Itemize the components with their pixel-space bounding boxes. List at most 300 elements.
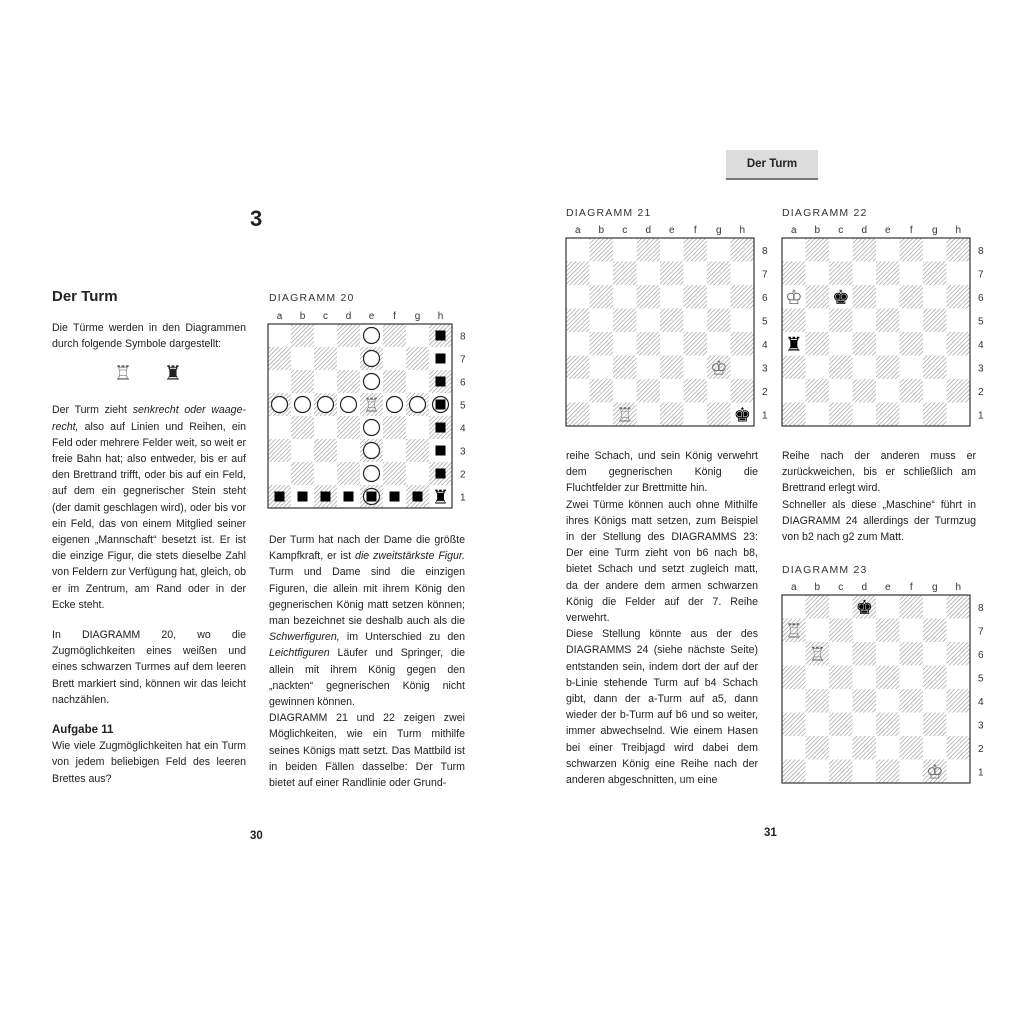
board-square [314, 347, 337, 370]
exercise-text: Wie viele Zugmöglichkeiten hat ein Turm von jedem beliebigen Feld des leeren Brettes aus? [52, 740, 246, 785]
board-square [383, 324, 406, 347]
board-square [337, 462, 360, 485]
emphasis: die zweitstärkste Figur. [355, 550, 465, 563]
left-second-column [269, 532, 465, 791]
chapter-number: 3 [250, 206, 263, 231]
board-square [590, 262, 614, 286]
board-square [731, 332, 755, 356]
board-square [829, 713, 853, 737]
file-label: e [884, 225, 891, 236]
board-square [900, 356, 924, 380]
board-square [876, 595, 900, 619]
file-label: f [909, 582, 913, 593]
chessboard-diagram-21 [560, 222, 772, 434]
board-square [947, 309, 971, 333]
board-square [806, 262, 830, 286]
rank-label: 3 [762, 363, 768, 375]
board-square [731, 356, 755, 380]
board-square [731, 238, 755, 262]
file-label: c [323, 311, 328, 322]
board-square [383, 439, 406, 462]
diagram-22-label: DIAGRAMM 22 [782, 207, 868, 219]
board-square [923, 642, 947, 666]
board-square [782, 713, 806, 737]
board-square [876, 642, 900, 666]
board-square [829, 403, 853, 427]
board-square [900, 309, 924, 333]
board-square [853, 238, 877, 262]
board-square [806, 666, 830, 690]
white-move-marker [364, 374, 380, 390]
board-square [900, 262, 924, 286]
board-square [291, 324, 314, 347]
black-king-icon: ♚ [855, 597, 873, 619]
rook-movement-paragraph [52, 402, 246, 613]
board-square [900, 689, 924, 713]
board-square [947, 595, 971, 619]
white-move-marker [387, 397, 403, 413]
board-square [829, 238, 853, 262]
board-square [829, 356, 853, 380]
board-square [613, 379, 637, 403]
black-move-marker [321, 492, 331, 502]
white-king-icon: ♔ [710, 358, 728, 380]
file-label: c [838, 225, 844, 236]
rank-label: 8 [978, 602, 984, 614]
file-label: d [861, 225, 868, 236]
right-first-column [566, 448, 758, 788]
board-square [923, 666, 947, 690]
board-square [406, 347, 429, 370]
black-rook-icon: ♜ [432, 486, 449, 508]
board-square [406, 439, 429, 462]
black-move-marker [344, 492, 354, 502]
board-square [900, 332, 924, 356]
board-square [853, 760, 877, 784]
board-square [637, 309, 661, 333]
board-square [707, 262, 731, 286]
rank-label: 7 [978, 626, 984, 638]
rank-label: 1 [762, 410, 768, 422]
board-square [314, 370, 337, 393]
board-square [947, 332, 971, 356]
board-square [923, 736, 947, 760]
board-square [923, 689, 947, 713]
board-square [566, 309, 590, 333]
file-label: e [884, 582, 891, 593]
rank-label: 7 [460, 354, 466, 366]
board-square [923, 332, 947, 356]
board-square [900, 595, 924, 619]
black-move-marker [436, 400, 446, 410]
board-square [900, 238, 924, 262]
board-square [806, 403, 830, 427]
file-label: b [598, 225, 605, 236]
file-label: d [645, 225, 652, 236]
board-square [947, 642, 971, 666]
board-square [923, 379, 947, 403]
running-header: Der Turm [726, 150, 818, 180]
chessboard-diagram-23 [776, 579, 988, 791]
machine-paragraph: Schneller als diese „Maschine“ führt in DIAGRAMM 24 allerdings der Turmzug von b2 nach g2 zum Matt. [782, 498, 976, 544]
black-king-icon: ♚ [733, 405, 751, 427]
board-square [314, 416, 337, 439]
board-square [337, 416, 360, 439]
rook-symbols [52, 363, 246, 402]
rank-label: 4 [978, 696, 984, 708]
left-text-column [52, 320, 246, 787]
board-square [947, 356, 971, 380]
board-square [876, 262, 900, 286]
board-square [566, 238, 590, 262]
board-square [900, 285, 924, 309]
board-square [829, 595, 853, 619]
text-span: im Unterschied zu den [339, 631, 465, 644]
board-square [268, 370, 291, 393]
rank-label: 3 [978, 720, 984, 732]
two-rooks-paragraph: Zwei Türme können auch ohne Mithilfe ihres Königs matt setzen, zum Beispiel in der Stellung des DIAGRAMMS 23: Der eine Turm zieht von b6 nach b8, bietet Schach und setzt zugleich matt, da der andere dem armen schwarzen König die Felder auf der 7. Reihe verwehrt. [566, 498, 758, 625]
black-move-marker [298, 492, 308, 502]
board-square [590, 309, 614, 333]
board-square [637, 262, 661, 286]
board-square [566, 403, 590, 427]
white-move-marker [272, 397, 288, 413]
exercise-title: Aufgabe 11 [52, 724, 114, 737]
board-square [876, 285, 900, 309]
board-square [782, 262, 806, 286]
board-square [590, 403, 614, 427]
board-square [590, 356, 614, 380]
board-square [782, 736, 806, 760]
black-move-marker [275, 492, 285, 502]
board-square [660, 332, 684, 356]
board-square [900, 379, 924, 403]
board-square [947, 379, 971, 403]
board-square [660, 262, 684, 286]
board-square [853, 713, 877, 737]
board-square [383, 416, 406, 439]
retreat-paragraph: Reihe nach der anderen muss er zurückweichen, bis er schließlich am Brettrand erlegt wird. [782, 450, 976, 495]
board-square [613, 356, 637, 380]
rank-label: 3 [460, 446, 466, 458]
board-square [876, 666, 900, 690]
board-square [806, 595, 830, 619]
board-square [876, 309, 900, 333]
board-square [566, 379, 590, 403]
board-square [684, 238, 708, 262]
board-square [947, 689, 971, 713]
board-square [590, 238, 614, 262]
rank-label: 4 [978, 339, 984, 351]
board-square [314, 462, 337, 485]
board-square [829, 736, 853, 760]
board-square [731, 309, 755, 333]
board-square [900, 713, 924, 737]
board-square [829, 309, 853, 333]
rank-label: 7 [762, 269, 768, 281]
black-move-marker [436, 354, 446, 364]
board-square [853, 379, 877, 403]
board-square [876, 713, 900, 737]
file-label: f [393, 311, 396, 322]
board-square [684, 309, 708, 333]
board-square [947, 736, 971, 760]
diagram-20-label: DIAGRAMM 20 [269, 292, 355, 304]
text-span: Läufer und Springer, die allein mit ihrem König gegen den „nackten“ gegnerischen König nicht gewinnen können. [269, 647, 465, 709]
black-move-marker [436, 469, 446, 479]
board-square [900, 736, 924, 760]
board-square [731, 379, 755, 403]
board-square [876, 356, 900, 380]
board-square [268, 416, 291, 439]
text-span: Der Turm hat nach der Dame die größte Kampfkraft, er ist [269, 534, 465, 563]
board-square [853, 403, 877, 427]
board-square [806, 736, 830, 760]
rank-label: 6 [978, 649, 984, 661]
white-rook-icon: ♖ [616, 405, 634, 427]
rank-label: 2 [978, 743, 984, 755]
board-square [876, 689, 900, 713]
board-square [829, 332, 853, 356]
board-square [637, 238, 661, 262]
board-square [637, 403, 661, 427]
white-move-marker [364, 466, 380, 482]
board-square [900, 619, 924, 643]
board-square [782, 403, 806, 427]
board-square [383, 370, 406, 393]
board-square [731, 262, 755, 286]
white-move-marker [364, 328, 380, 344]
board-square [853, 736, 877, 760]
emphasis: senkrecht oder waage-recht, [52, 404, 246, 433]
board-square [900, 760, 924, 784]
board-square [566, 356, 590, 380]
board-square [291, 347, 314, 370]
white-king-icon: ♔ [926, 762, 944, 784]
board-square [806, 713, 830, 737]
board-square [876, 238, 900, 262]
board-square [406, 462, 429, 485]
board-square [806, 760, 830, 784]
board-square [660, 309, 684, 333]
rank-label: 5 [460, 400, 466, 412]
board-square [684, 285, 708, 309]
board-square [923, 285, 947, 309]
board-square [923, 619, 947, 643]
board-square [337, 347, 360, 370]
board-square [684, 262, 708, 286]
board-square [660, 356, 684, 380]
white-move-marker [295, 397, 311, 413]
board-square [291, 370, 314, 393]
rank-label: 8 [762, 245, 768, 257]
board-square [806, 689, 830, 713]
board-square [853, 262, 877, 286]
board-square [853, 285, 877, 309]
black-move-marker [436, 446, 446, 456]
board-square [947, 713, 971, 737]
board-square [684, 379, 708, 403]
board-square [383, 347, 406, 370]
board-square [291, 439, 314, 462]
diagram-21-label: DIAGRAMM 21 [566, 207, 652, 219]
board-square [707, 309, 731, 333]
emphasis: Leichtfiguren [269, 647, 330, 660]
text-span: Turm und Dame sind die einzigen Figuren, die allein mit ihrem König den gegnerischen König matt setzen können; man bezeichnet sie deshalb auch als die [269, 566, 465, 628]
board-square [782, 356, 806, 380]
rank-label: 5 [978, 316, 984, 328]
intro-text: Die Türme werden in den Diagrammen durch folgende Symbole dargestellt: [52, 322, 246, 351]
right-second-column [782, 448, 976, 545]
board-square [876, 379, 900, 403]
board-square [337, 370, 360, 393]
file-label: f [909, 225, 913, 236]
board-square [829, 379, 853, 403]
diagram-reference-paragraph: In DIAGRAMM 20, wo die Zugmöglichkeiten eines weißen und eines schwarzen Turmes auf dem leeren Brett markiert sind, können wir das leicht nachzählen. [52, 629, 246, 706]
text-span: also auf Linien und Reihen, ein Feld oder mehrere Felder weit, so weit er freie Bahn hat; also entweder, bis er auf den Brettrand trifft, oder bis auf ein Feld, auf dem ein gegnerischer Stein steht (der damit geschlagen wird), oder bis vor ein Feld, das von einem Mitglied seiner eigenen „Mannschaft“ besetzt ist. Er ist die einzige Figur, die stets dieselbe Zahl von Feldern zur Verfügung hat, gleich, ob er im Zentrum, am Rand oder in der Ecke steht. [52, 420, 246, 611]
board-square [291, 462, 314, 485]
file-label: f [693, 225, 697, 236]
white-rook-icon: ♖ [808, 644, 826, 666]
file-label: g [931, 582, 938, 593]
black-move-marker [413, 492, 423, 502]
board-square [406, 370, 429, 393]
board-square [853, 332, 877, 356]
board-square [782, 238, 806, 262]
board-square [637, 356, 661, 380]
board-square [707, 332, 731, 356]
file-label: h [955, 225, 962, 236]
board-square [923, 713, 947, 737]
rank-label: 8 [460, 331, 466, 343]
board-square [660, 285, 684, 309]
rank-label: 7 [978, 269, 984, 281]
board-square [291, 416, 314, 439]
board-square [684, 332, 708, 356]
board-square [853, 642, 877, 666]
black-king-icon: ♚ [832, 287, 850, 309]
file-label: a [276, 311, 283, 322]
rank-label: 1 [978, 767, 984, 779]
board-square [829, 666, 853, 690]
text-span: Der Turm zieht [52, 404, 133, 417]
board-square [314, 324, 337, 347]
file-label: c [622, 225, 628, 236]
check-paragraph: reihe Schach, und sein König verwehrt dem gegnerischen König die Fluchtfelder zur Brettmitte hin. [566, 450, 758, 495]
rank-label: 5 [762, 316, 768, 328]
board-square [923, 356, 947, 380]
black-move-marker [367, 492, 377, 502]
board-square [383, 462, 406, 485]
board-square [853, 619, 877, 643]
white-rook-icon: ♖ [785, 621, 803, 643]
board-square [829, 689, 853, 713]
rank-label: 6 [978, 292, 984, 304]
board-square [613, 285, 637, 309]
file-label: h [955, 582, 962, 593]
white-rook-icon: ♖ [363, 394, 380, 416]
board-square [637, 379, 661, 403]
board-square [829, 619, 853, 643]
board-square [876, 760, 900, 784]
file-label: d [345, 311, 352, 322]
rank-label: 2 [762, 386, 768, 398]
black-move-marker [436, 331, 446, 341]
board-square [923, 238, 947, 262]
board-square [947, 666, 971, 690]
board-square [923, 262, 947, 286]
board-square [590, 332, 614, 356]
rank-label: 2 [460, 469, 466, 481]
black-move-marker [390, 492, 400, 502]
board-square [707, 285, 731, 309]
board-square [876, 332, 900, 356]
file-label: h [437, 311, 444, 322]
board-square [613, 262, 637, 286]
rank-label: 4 [762, 339, 768, 351]
board-square [782, 642, 806, 666]
board-square [806, 332, 830, 356]
file-label: b [814, 225, 821, 236]
board-square [853, 666, 877, 690]
rank-label: 8 [978, 245, 984, 257]
white-move-marker [364, 443, 380, 459]
rank-label: 1 [460, 492, 466, 504]
white-king-icon: ♔ [785, 287, 803, 309]
board-square [268, 324, 291, 347]
board-square [806, 356, 830, 380]
board-square [829, 642, 853, 666]
board-square [268, 439, 291, 462]
board-square [829, 760, 853, 784]
board-square [806, 238, 830, 262]
board-square [268, 462, 291, 485]
file-label: d [861, 582, 868, 593]
white-move-marker [341, 397, 357, 413]
black-rook-icon: ♜ [785, 334, 803, 356]
black-move-marker [436, 377, 446, 387]
board-square [923, 309, 947, 333]
board-square [876, 619, 900, 643]
chessboard-diagram-22 [776, 222, 988, 434]
board-square [900, 666, 924, 690]
board-square [406, 416, 429, 439]
board-square [268, 347, 291, 370]
board-square [590, 379, 614, 403]
file-label: b [814, 582, 821, 593]
board-square [782, 760, 806, 784]
board-square [947, 760, 971, 784]
chessboard-diagram-20 [262, 308, 472, 514]
board-square [314, 439, 337, 462]
file-label: a [574, 225, 581, 236]
black-move-marker [436, 423, 446, 433]
board-square [707, 238, 731, 262]
board-square [947, 619, 971, 643]
board-square [806, 285, 830, 309]
file-label: c [838, 582, 844, 593]
rank-label: 6 [762, 292, 768, 304]
board-square [707, 379, 731, 403]
board-square [947, 285, 971, 309]
board-square [923, 595, 947, 619]
board-square [900, 642, 924, 666]
file-label: g [715, 225, 722, 236]
rank-label: 4 [460, 423, 466, 435]
board-square [876, 736, 900, 760]
board-square [853, 309, 877, 333]
board-square [853, 356, 877, 380]
